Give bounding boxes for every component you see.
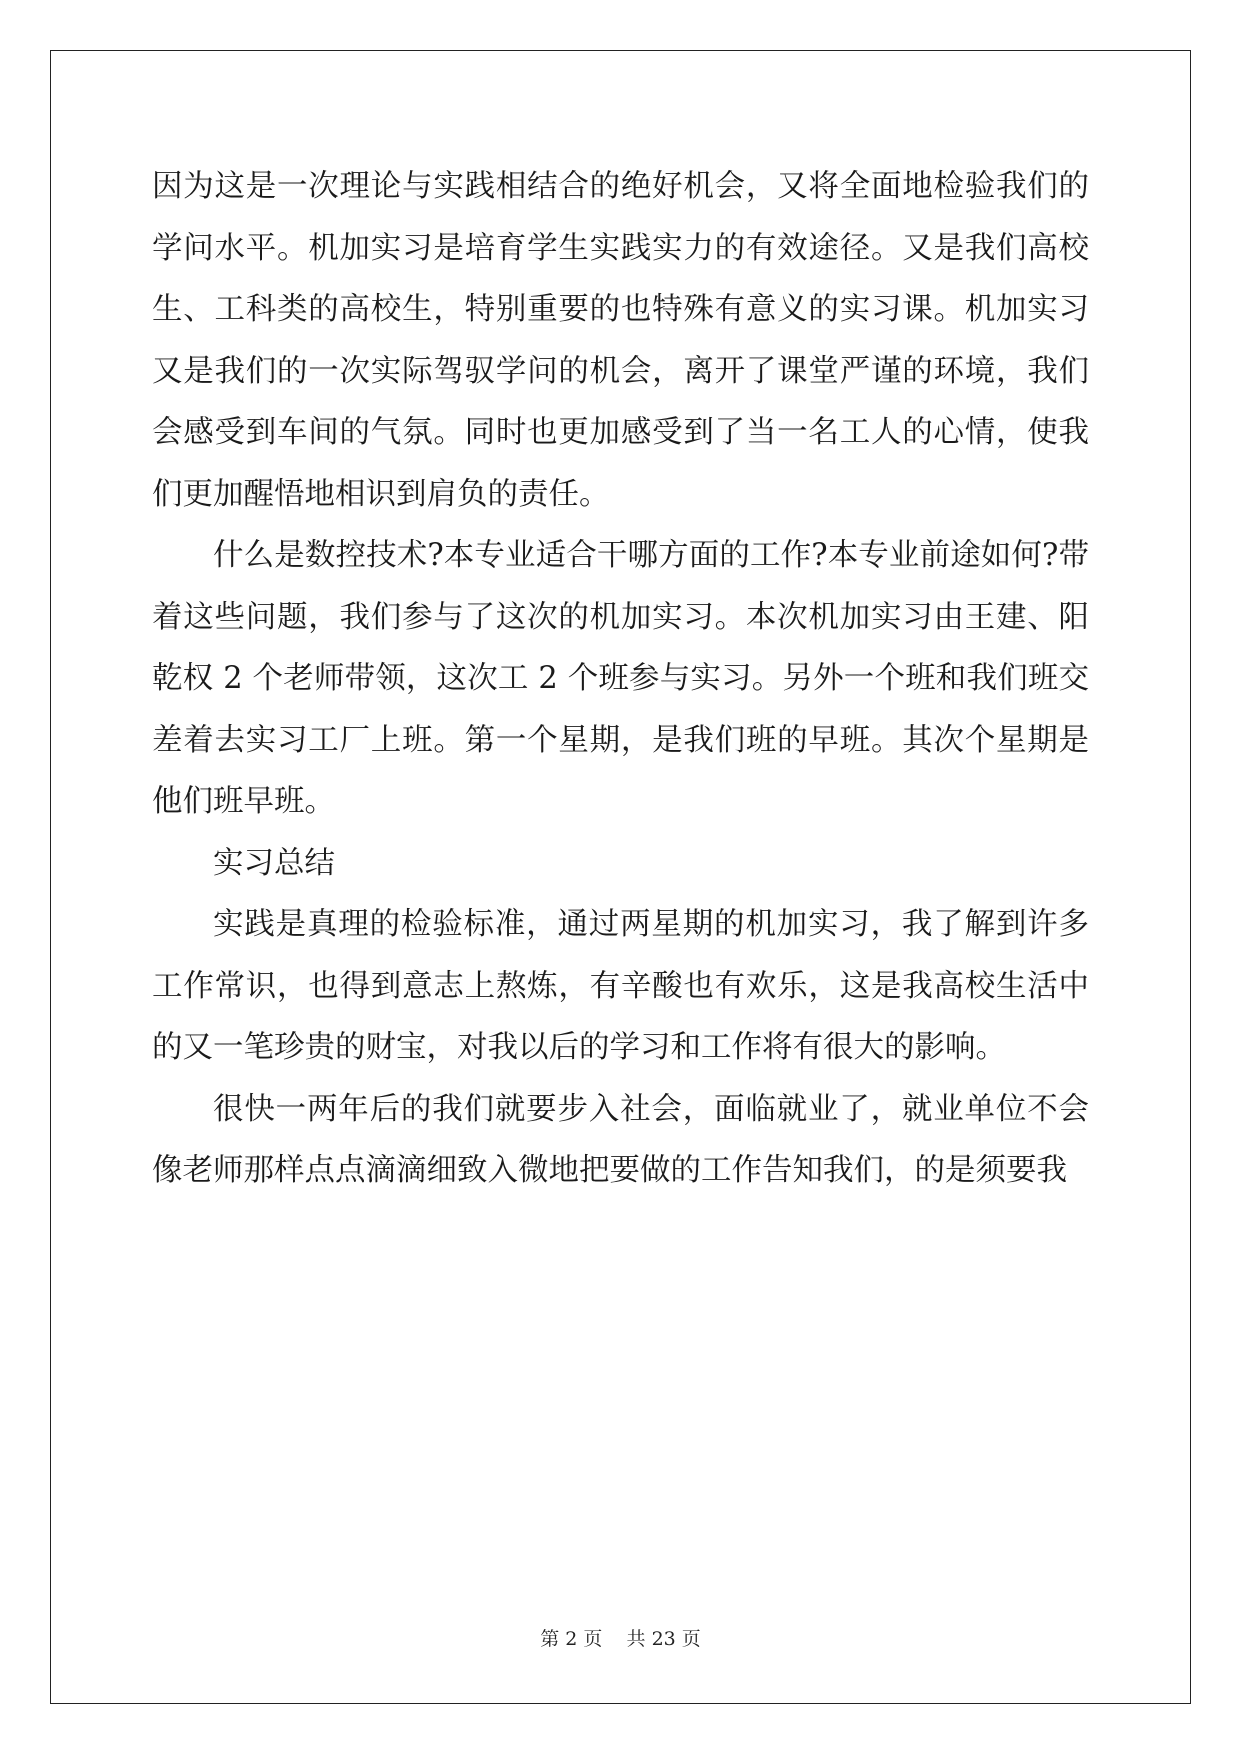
paragraph-4: 很快一两年后的我们就要步入社会，面临就业了，就业单位不会像老师那样点点滴滴细致入微地把要做的工作告知我们，的是须要我 bbox=[152, 1091, 1089, 1188]
paragraph-2: 什么是数控技术?本专业适合干哪方面的工作?本专业前途如何?带着这些问题，我们参与了这次的机加实习。本次机加实习由王建、阳乾权 2 个老师带领，这次工 2 个班参与实习。另外一个班和我们班交差着去实习工厂上班。第一个星期，是我们班的早班。其次个星期是他们班早班。 bbox=[152, 538, 1089, 819]
paragraph-1: 因为这是一次理论与实践相结合的绝好机会，又将全面地检验我们的学问水平。机加实习是培育学生实践实力的有效途径。又是我们高校生、工科类的高校生，特别重要的也特殊有意义的实习课。机加实习又是我们的一次实际驾驭学问的机会，离开了课堂严谨的环境，我们会感受到车间的气氛。同时也更加感受到了当一名工人的心情，使我们更加醒悟地相识到肩负的责任。 bbox=[152, 169, 1089, 512]
page-total: 共 23 页 bbox=[626, 1628, 701, 1650]
page-number: 第 2 页 bbox=[540, 1628, 603, 1650]
paragraph-3: 实践是真理的检验标准，通过两星期的机加实习，我了解到许多工作常识，也得到意志上熬炼，有辛酸也有欢乐，这是我高校生活中的又一笔珍贵的财宝，对我以后的学习和工作将有很大的影响。 bbox=[152, 907, 1089, 1065]
section-heading: 实习总结 bbox=[213, 845, 335, 881]
document-body bbox=[152, 156, 1089, 1202]
page-footer bbox=[0, 1624, 1241, 1651]
